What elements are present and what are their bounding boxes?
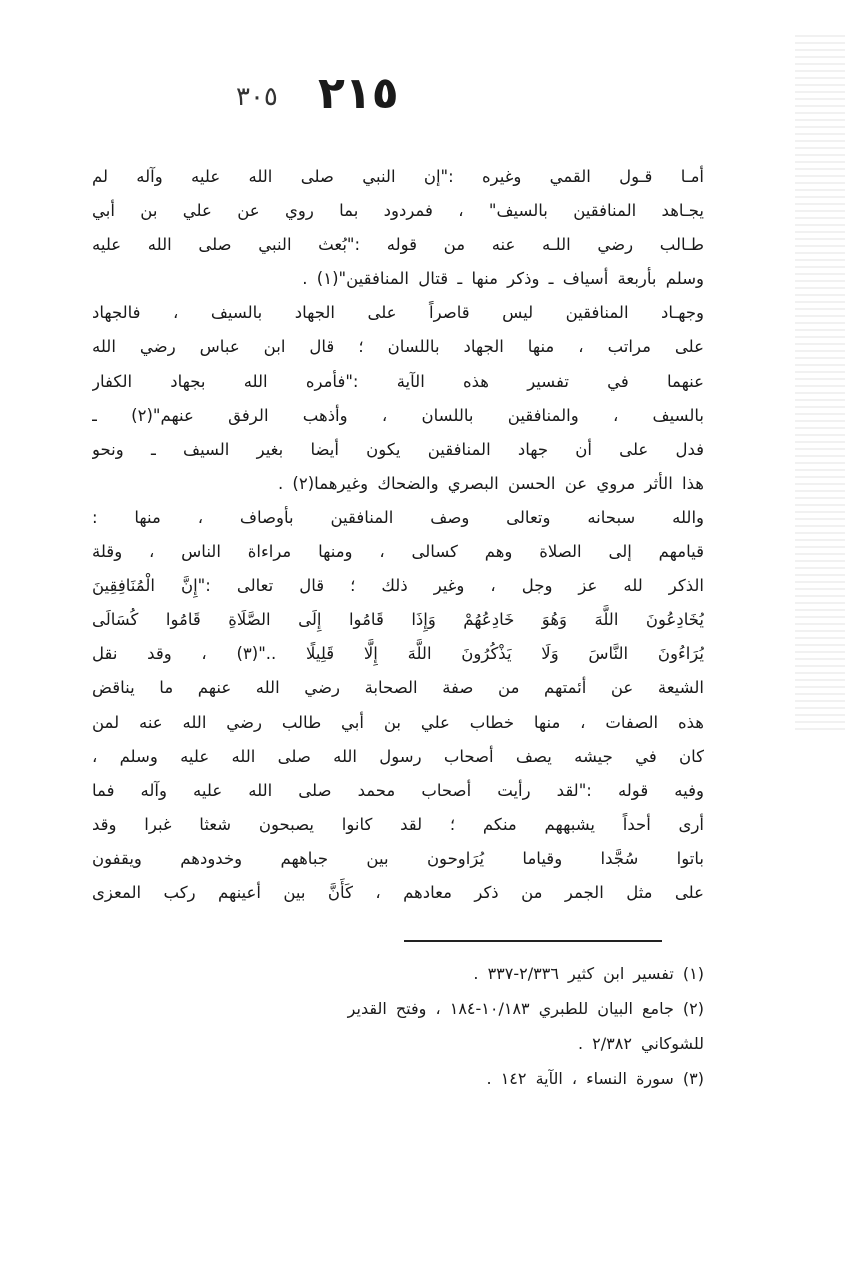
body-line: أرى أحداً يشبههم منكم ؛ لقد كانوا يصبحون شعثا غبرا وقد <box>92 814 704 834</box>
footnote-line: للشوكاني ٢/٣٨٢ . <box>577 1034 704 1053</box>
page-number: ٢١٥ <box>318 68 399 119</box>
body-line: يُرَاءُونَ النَّاسَ وَلَا يَذْكُرُونَ اللَّهَ إِلَّا قَلِيلًا .."(٣) ، وقد نقل <box>92 644 704 664</box>
body-line: يُخَادِعُونَ اللَّهَ وَهُوَ خَادِعُهُمْ وَإِذَا قَامُوا إِلَى الصَّلَاةِ قَامُوا كُسَالَى <box>92 610 704 630</box>
body-line: بالسيف ، والمنافقين باللسان ، وأذهب الرفق عنهم"(٢) ـ <box>92 405 704 425</box>
body-line: أمـا قـول القمي وغيره :"إن النبي صلى الله عليه وآله لم <box>92 167 704 186</box>
body-line: وسلم بأربعة أسياف ـ وذكر منها ـ قتال المنافقين"(١) . <box>302 269 704 289</box>
page-number-small: ٣٠٥ <box>236 82 278 112</box>
body-line: هذه الصفات ، منها خطاب علي بن أبي طالب رضي الله عنه لمن <box>92 712 704 732</box>
scan-edge-noise <box>795 30 845 730</box>
body-line: الذكر لله عز وجل ، وغير ذلك ؛ قال تعالى :"إِنَّ الْمُنَافِقِينَ <box>92 576 704 596</box>
body-line: والله سبحانه وتعالى وصف المنافقين بأوصاف ، منها : <box>92 507 704 527</box>
footnote-separator <box>404 940 662 942</box>
body-line: وفيه قوله :"لقد رأيت أصحاب محمد صلى الله عليه وآله فما <box>92 780 704 800</box>
footnote-line: (٢) جامع البيان للطبري ١٠/١٨٣-١٨٤ ، وفتح القدير <box>347 999 704 1018</box>
body-line: وجهـاد المنافقين ليس قاصراً على الجهاد بالسيف ، فالجهاد <box>92 303 704 323</box>
footnote-line: (٣) سورة النساء ، الآية ١٤٢ . <box>486 1069 704 1088</box>
body-line: على مثل الجمر من ذكر معادهم ، كَأَنَّ بين أعينهم ركب المعزى <box>92 882 704 902</box>
body-text <box>92 160 704 910</box>
footnotes <box>92 956 704 1096</box>
body-line: قيامهم إلى الصلاة وهم كسالى ، ومنها مراءاة الناس ، وقلة <box>92 542 704 562</box>
body-line: هذا الأثر مروي عن الحسن البصري والضحاك وغيرهما(٢) . <box>277 473 704 493</box>
body-line: على مراتب ، منها الجهاد باللسان ؛ قال ابن عباس رضي الله <box>92 337 704 357</box>
footnote-line: (١) تفسير ابن كثير ٢/٣٣٦-٣٣٧ . <box>473 964 704 983</box>
body-line: يجـاهد المنافقين بالسيف" ، فمردود بما روي عن علي بن أبي <box>92 201 704 221</box>
body-line: كان في جيشه يصف أصحاب رسول الله صلى الله عليه وسلم ، <box>92 746 704 766</box>
body-line: عنهما في تفسير هذه الآية :"فأمره الله بجهاد الكفار <box>92 371 704 391</box>
body-line: الشيعة عن أئمتهم من صفة الصحابة رضي الله عنهم ما يناقض <box>92 678 704 698</box>
body-line: باتوا سُجَّدا وقياما يُرَاوحون بين جباههم وخدودهم ويقفون <box>92 848 704 868</box>
body-line: طـالب رضي اللـه عنه من قوله :"بُعث النبي صلى الله عليه <box>92 235 704 255</box>
body-line: فدل على أن جهاد المنافقين يكون أيضا بغير السيف ـ ونحو <box>92 439 704 459</box>
